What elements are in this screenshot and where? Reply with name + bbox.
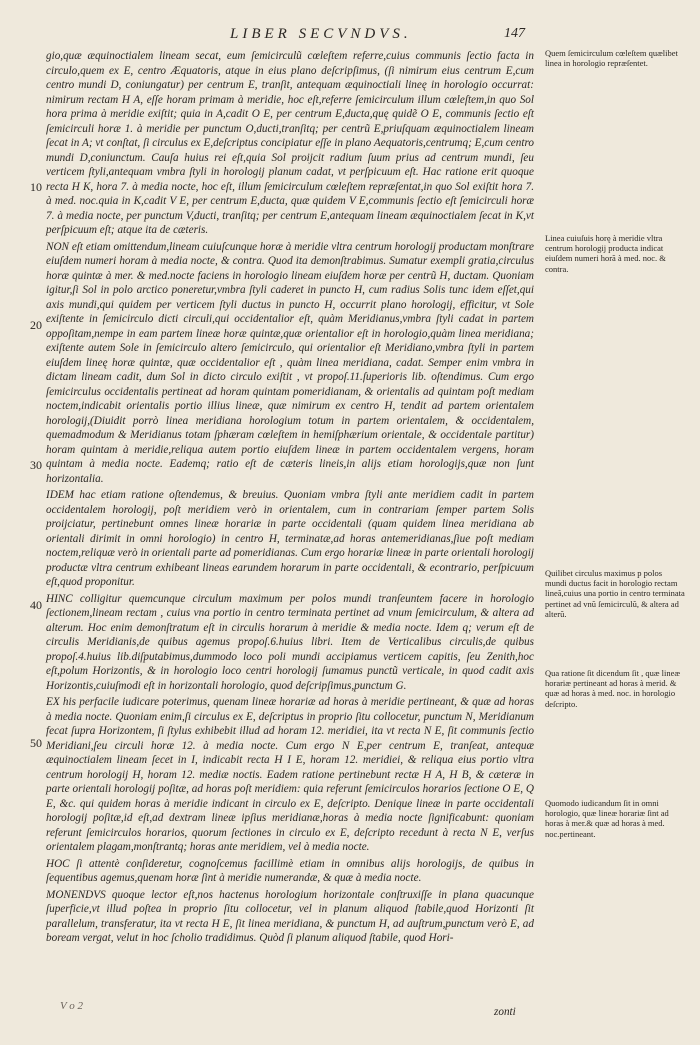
margin-note: Quomodo iudicandum ſit in omni horologio, quæ lineæ horariæ ſint ad horas à mer.& quæ ad horas à med. noc.pertineant. <box>545 798 669 839</box>
running-head: LIBER SECVNDVS. <box>230 26 412 42</box>
paragraph: MONENDVS quoque lector eſt,nos hactenus horologium horizontale conſtruxiſſe in plana quacunque ſuperficie,vt illud poſtea in proprio ſitu collocetur, vel in planum aliquod ſtabile,quod Horizonti ſit parallelum, transferatur, ita vt recta H E, ſit linea meridiana, & punctum H, ad auſtrum,punctum verò E, ad boream vergat, velut in hoc ſcholio tradidimus. Quòd ſi planum aliquod ſtabile, quod Hori- <box>46 888 534 944</box>
paragraph: HOC ſi attentè conſideretur, cognoſcemus facillimè etiam in omnibus alijs horologijs, de quibus in ſequentibus agemus,quenam horæ ſint à meridie numerandæ, & quæ à media nocte. <box>46 857 534 884</box>
signature-mark: V o 2 <box>60 1000 84 1012</box>
line-number: 30 <box>30 458 42 472</box>
catchword: zonti <box>494 1006 516 1018</box>
line-number: 50 <box>30 736 42 750</box>
line-number: 20 <box>30 318 42 332</box>
paragraph: HINC colligitur quemcunque circulum maximum per polos mundi tranſeuntem facere in horologio ſectionem,lineam rectam , cuius vna portio in centro terminata pertinet ad vnum ſemicirculum, & altera ad alterum. Hoc enim demonſtratum eſt in circulis horarum à meridie & media nocte. Idem q; verum eſt de circulis Meridianis,de quibus agemus propoſ.6.huius libri. Item de Verticalibus circulis,de quibus propoſ.4.huius lib.diſputabimus,dummodo loco poli mundi accipiamus verticem capitis, ſeu Zenith,hoc eſt,polum Horizontis, & in horologio loco centri horologij ſumamus punctũ verticale, in quod cadit axis Horizontis,cuiuſmodi eſt in horizontali horologio, quod deſcripſimus,punctum G. <box>46 592 534 692</box>
paragraph: NON eſt etiam omittendum,lineam cuiuſcunque horæ à meridie vltra centrum horologij productam monſtrare eiuſdem numeri horam à media nocte, & contra. Quod ita demonſtrabimus. Sumatur exempli gratia,circulus horæ quintæ à mer. & med.nocte faciens in horologio lineam eiuſdem horæ per centrũ H, ductam. Quoniam igitur,ſi Sol in polo arctico poneretur,vmbra ſtyli caderet in puncto H, cum radius Solis tunc idem eſſet,qui axis mundi,qui quidem per verticem ſtyli ductus in puncto H, occurrit plano horologij, efficitur, vt Sole exiſtente in ſemicirculo dicti circuli,qui occidentalior eſt, quàm Meridianus,vmbra ſtyli cadat in partem oppoſitam,nempe in eam partem lineæ horæ quintæ,quæ orientalior eſt in horologio,quàm linea meridiana; exiſtente autem Sole in ſemicirculo altero ſemicirculo, qui orientalior eſt Meridiano,vmbra ſtyli in partem eiuſdem lineę horæ quintæ, quæ occidentalior eſt , quàm linea meridiana, cadat. Semper enim vmbra in dictam lineam cadit, dum Sol in dicto circulo exiſtit , vt propoſ.11.ſuperioris lib. oſtendimus. Cum ergo ſemicirculus occidentalis pertineat ad horam quintam pomeridianam, & orientalis ad quintam poſt mediam noctem,indicabit orientalis portio illius lineæ, quæ nimirum ex centro H, tendit ad partem orientalem horologij,(Diuidit porrò linea meridiana horologium totum in partem orientalem, & occidentalem, quemadmodum & Meridianus totam ſphæram cœleſtem in hemiſphærium orientale, & occidentale partitur) horam quintam à meridie,reliqua autem portio eiuſdem lineæ in partem occidentalem vergens, horam quintam à media nocte. Eademq; ratio eſt de cæteris lineis,in alijs etiam horologijs,quæ non ſunt horizontalia. <box>46 240 534 485</box>
paragraph: gio,quæ æquinoctialem lineam secat, eum ſemicirculũ cœleſtem referre,cuius communis ſectio facta in circulo,quem ex E, centro Æquatoris, atque in eius plano deſcripſimus, (ſi nimirum eius centrum E,cum centro mundi D, coniungatur) per centrum E, tranſit, antequam æquinoctiali lineę in horologio occurrat: nimirum rectam H A, eſſe horam primam à meridie, hoc eſt,referre ſemicirculum illum cœleſtem,in quo Sol hora prima à meridie exiſtit; quia in A,cadit O E, per centrum E,ducta,quę quidẽ O E, communis ſectio eſt ſemicirculi horæ 1. à meridie per punctum O,ducti,tranſitq; per centrũ E,priuſquam æquinoctialem lineam ſecat in A; vt conſtat, ſi circulus ex E,deſcriptus concipiatur eſſe in plano Aequatoris,centrumq; E,cum centro mundi D,coniunctum. Cauſa huius rei eſt,quia Sol proijcit radium ſuum prius ad centrum mundi, ſeu verticem ſtyli,antequam vmbra ſtyli in horologij planum cadat, vt perſpicuum eſt. Hac ratione erit quoque recta H K, hora 7. à media nocte, hoc eſt, illum ſemicirculum cœleſtem repræſentat,in quo Sol exiſtit hora 7. à med. noc.quia in K,cadit V E, per centrum E,ducta, quæ quidem V E,communis ſectio eſt ſemicirculi horæ 7. à media nocte, per punctum V,ducti, tranſitq; per centrum E,antequam lineam æquinoctialem ſecat in K,vt perſpicuum eſt; atque ita de cæteris. <box>46 50 534 236</box>
paragraph: EX his perfacile iudicare poterimus, quenam lineæ horariæ ad horas à meridie pertineant, & quæ ad horas à media nocte. Quoniam enim,ſi circulus ex E, deſcriptus in proprio ſitu collocetur, punctum N, Meridianum fecat ſupra Horizontem, ſi ſtylus exhibebit illud ad horam 12. meridiei, ita vt recta N E, ſit communis ſectio Meridiani,ſeu circuli horæ 12. à media nocte. Cum ergo N E,per centrum E, tranſeat, antequæ æquinoctialem lineam ſecet in I, indicabit recta H I E, horam 12. meridiei, & reliqua eius portio vltra centrum horologij H, horam 12. mediæ noctis. Eadem ratione pertinebunt rectæ H A, H B, & cæteræ in parte orientali horologij poſitæ, ad horas poſt meridiem: quia referunt ſemicirculos horarios ſectione O E, Q E, &c. qui quidem horas à meridie indicant in circulo ex E, deſcripto. Denique lineæ in parte occidentali horologij poſitæ,id eſt,ad dextram lineæ ipſius meridianæ,horas à media nocte ſignificabunt: quoniam referunt ſemicirculos horarios, quorum ſectiones in circulo ex E, deſcripto recedunt à recta N E, verſus orientalem plagam,monſtrantq; horas ante meridiem, vel à media nocte. <box>46 696 534 853</box>
page-header <box>0 26 700 50</box>
paragraph: IDEM hac etiam ratione oſtendemus, & breuius. Quoniam vmbra ſtyli ante meridiem cadit in partem occidentalem horologij, poſt meridiem verò in orientalem, cum in contrariam ſemper partem Solis proijciatur, pertinebunt omnes lineæ horariæ in parte occidentali (quam quidem linea meridiana ab orientali dirimit in omni horologio) in centro H, terminatæ,ad horas antemeridianas,ſiue poſt mediam noctem,reliquæ verò in orientali parte ad pomeridianas. Cum ergo horariæ lineæ in parte orientali horologij productæ vltra centrum exhibeant lineas earundem horarum in parte occidentali, & econtrario, perſpicuum eſt,quod proponitur. <box>46 489 534 588</box>
margin-note: Quem ſemicirculum cœleſtem quælibet linea in horologio repræſentet. <box>545 48 678 69</box>
line-number: 10 <box>30 180 42 194</box>
line-number: 40 <box>30 598 42 612</box>
main-text-column <box>46 49 534 948</box>
page-number: 147 <box>504 26 525 41</box>
margin-note: Qua ratione ſit dicendum ſit , quæ lineæ horariæ pertineant ad horas à merid. & quæ ad horas à med. noc. in horologio deſcripto. <box>545 668 681 709</box>
margin-note: Linea cuiuſuis horę à meridie vltra centrum horologij producta indicat eiuſdem numeri horã à med. noc. & contra. <box>545 233 666 274</box>
margin-note: Quilibet circulus maximus p polos mundi ductus facit in horologio rectam lineã,cuius una portio in centro terminata pertinet ad vnũ ſemicirculũ, & altera ad alterũ. <box>545 568 685 619</box>
